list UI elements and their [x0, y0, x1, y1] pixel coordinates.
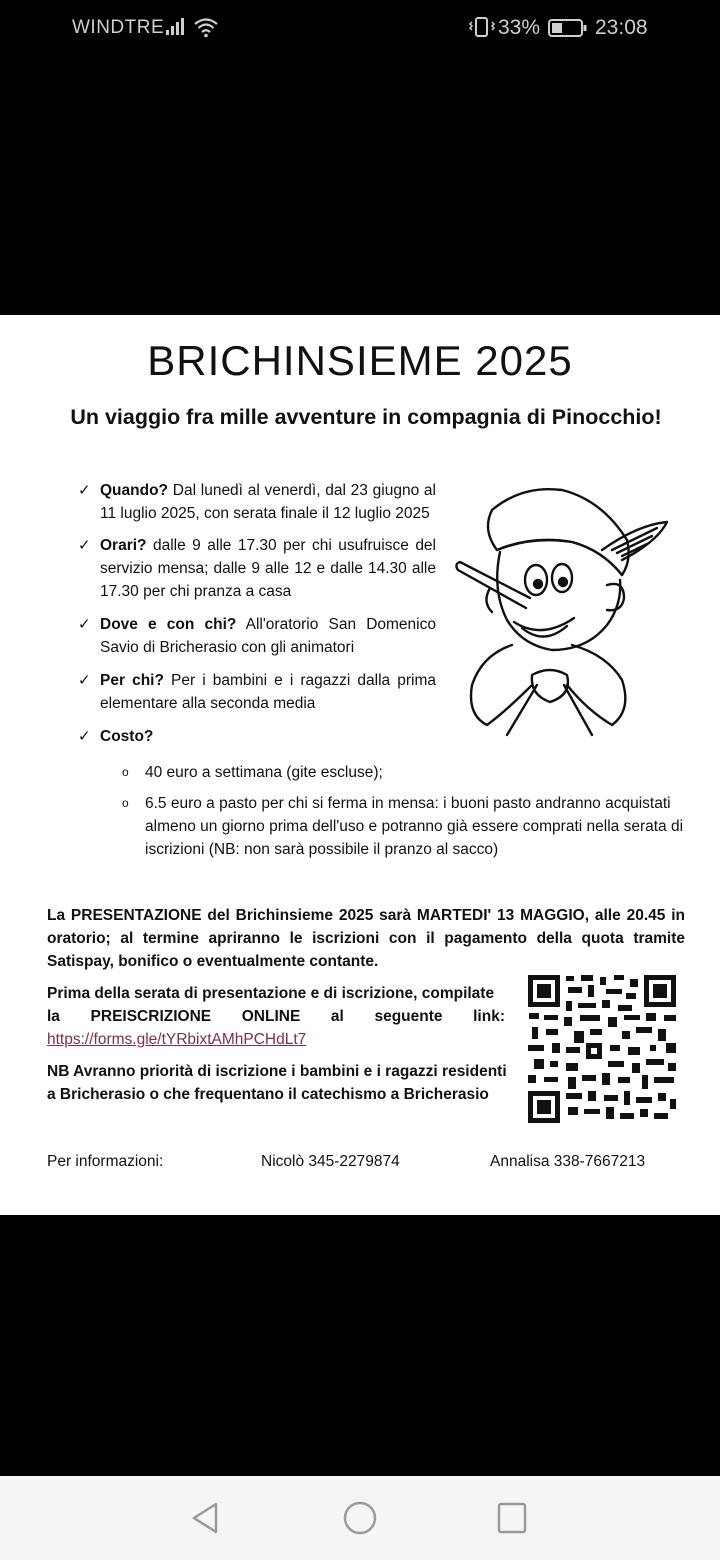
preregistration-line2: la PREISCRIZIONE ONLINE al seguente link:: [47, 1008, 505, 1025]
vibrate-icon: [468, 16, 496, 38]
flyer-image[interactable]: BRICHINSIEME 2025 Un viaggio fra mille avventure in compagnia di Pinocchio! ✓ Quando? Dal lunedì al venerdì, dal 23 giugno al 11 luglio 2025, con serata finale il 12 luglio 2025 ✓ Orari? dalle 9 alle 17.30 per chi usufruisce del servizio mensa; dalle 9 alle 12 e dalle 14.30 alle 17.30 per chi pranza a casa ✓ Dove e con chi? All'oratorio San Domenico Savio di Bricherasio con gli animatori ✓ Per chi? Per i bambini e i ragazzi dalla prima elementare alla seconda media ✓ Costo? o 40 euro a settimana (gite escluse); o 6.5 euro a pasto per chi si ferma in mensa: i buoni pasto andranno acquistati almeno un giorno prima dell'uso e potranno già essere comprati nella serata di iscrizioni (NB: non sarà possibile il pranzo al sacco) La PRESENTAZIONE del Brichinsieme 2025 sarà MARTEDI' 13 MAGGIO, alle 20.45 in oratorio; al termine apriranno le iscrizioni con il pagamento della quota tramite Satispay, bonifico o eventualmente contante. Prima della serata di presentazione e di iscrizione, compilate la PREISCRIZIONE ONLINE al seguente link: https://forms.gle/tYRbixtAMhPCHdLt7 NB Avranno priorità di iscrizione i bambini e i ragazzi residenti a Bricherasio o che frequentano il catechismo a Bricherasio Per informazioni: Nicolò 345-2279874 Annalisa 338-7667213: [0, 315, 720, 1215]
presentation-paragraph: La PRESENTAZIONE del Brichinsieme 2025 sarà MARTEDI' 13 MAGGIO, alle 20.45 in oratorio; al termine apriranno le iscrizioni con il pagamento della quota tramite Satispay, bonifico o eventualmente contante.: [47, 907, 685, 970]
status-bar: [0, 0, 720, 56]
check-icon: ✓: [78, 537, 91, 554]
check-icon: ✓: [78, 482, 91, 499]
battery-icon: [548, 18, 588, 38]
recents-icon[interactable]: [492, 1498, 532, 1538]
signal-icon: [165, 16, 187, 36]
preregistration-block: [47, 982, 505, 1051]
check-icon: ✓: [78, 728, 91, 745]
contact-annalisa: Annalisa 338-7667213: [490, 1153, 646, 1170]
info-label: Per informazioni:: [47, 1153, 164, 1170]
pinocchio-illustration: [452, 480, 674, 740]
flyer-subtitle: Un viaggio fra mille avventure in compagnia di Pinocchio!: [70, 405, 662, 429]
check-icon: ✓: [78, 616, 91, 633]
wifi-icon: [193, 16, 219, 38]
hollow-bullet-icon: o: [122, 765, 129, 779]
home-icon[interactable]: [340, 1498, 380, 1538]
check-icon: ✓: [78, 672, 91, 689]
preregistration-link[interactable]: https://forms.gle/tYRbixtAMhPCHdLt7: [47, 1031, 307, 1048]
clock: 23:08: [595, 16, 648, 39]
qr-code[interactable]: [526, 973, 678, 1125]
preregistration-line1: Prima della serata di presentazione e di iscrizione, compilate: [47, 985, 495, 1002]
flyer-title: BRICHINSIEME 2025: [147, 337, 573, 384]
back-icon[interactable]: [186, 1498, 226, 1538]
priority-note: NB Avranno priorità di iscrizione i bambini e i ragazzi residenti a Bricherasio o che frequentano il catechismo a Bricherasio: [47, 1063, 507, 1103]
battery-percentage: 33%: [498, 16, 541, 39]
carrier-name: WINDTRE: [72, 17, 165, 38]
hollow-bullet-icon: o: [122, 796, 129, 810]
contact-nicolo: Nicolò 345-2279874: [261, 1153, 400, 1170]
navigation-bar: [0, 1476, 720, 1560]
